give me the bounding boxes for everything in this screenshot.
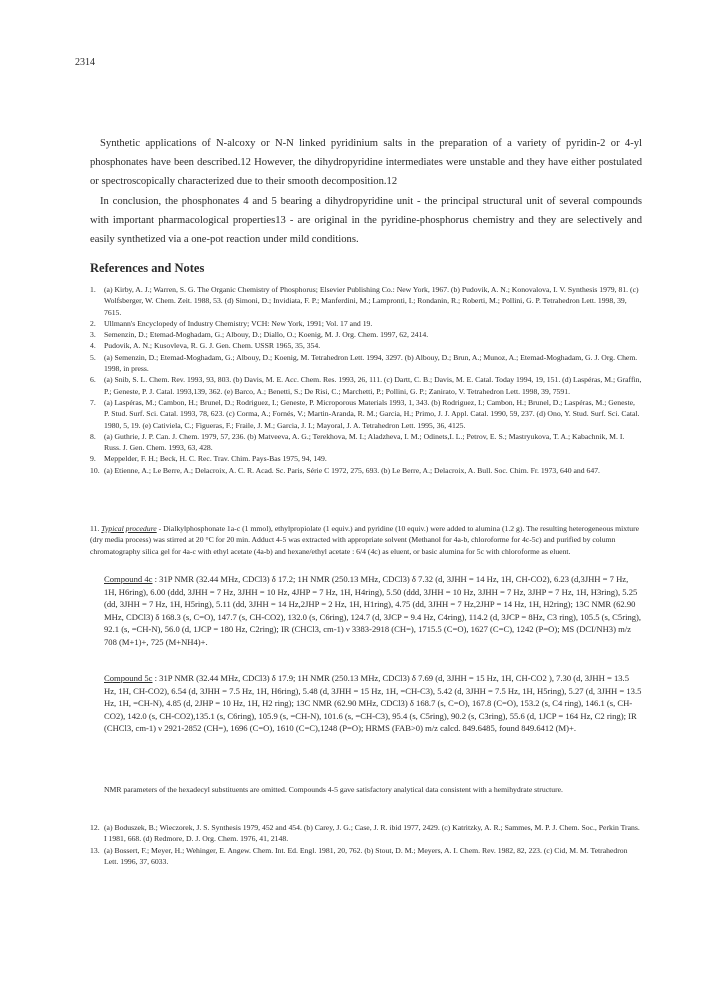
compound-4c-data	[104, 573, 642, 649]
reference-text: Meppelder, F. H.; Beck, H. C. Rec. Trav. Chim. Pays-Bas 1975, 94, 149.	[104, 454, 327, 464]
reference-text: (a) Kirby, A. J.; Warren, S. G. The Organic Chemistry of Phosphorus; Elsevier Publishing Co.: New York, 1967. (b) Pudovik, A. N.; Konovalova, I. V. Synthesis 1979, 81. (c) Wolfsberger, W. Chem. Zeit. 1988, 53. (d) Simoni, D.; Invidiata, F. P.; Manferdini, M.; Lampronti, I.; Rondanin, R.; Roberti, M.; Pollini, G. P. Tetrahedron Lett. 1998, 39, 7615.	[104, 285, 639, 317]
reference-text: Ullmann's Encyclopedy of Industry Chemistry; VCH: New York, 1991; Vol. 17 and 19.	[104, 318, 373, 328]
reference-text: Pudovik, A. N.; Kusovleva, R. G. J. Gen. Chem. USSR 1965, 35, 354.	[104, 341, 321, 351]
procedure-text: - Dialkylphosphonate 1a-c (1 mmol), ethylpropiolate (1 equiv.) and pyridine (10 equiv.) were added to alumina (1.2 g). The resulting heterogeneous mixture (dry media process) was stirred at 20 °C for 20 min. Adduct 4-5 was extracted with appropriate solvent (Methanol for 4a-b, chloroforme for 4c-5c) and purified by column chromatography silica gel for 4a-c with ethyl acetate (4a-b) and hexane/ethyl acetate : 6/4 (4c) as eluent, or basic alumina for 5c with chloroforme as eluent.	[90, 524, 640, 556]
reference-11-procedure	[90, 523, 642, 557]
procedure-label: Typical procedure	[101, 524, 157, 533]
reference-item	[90, 352, 642, 375]
reference-text: Semenzin, D.; Etemad-Moghadam, G.; Albouy, D.; Diallo, O.; Koenig, M. J. Org. Chem. 1997, 62, 2414.	[104, 330, 429, 340]
reference-number: 6.	[90, 375, 96, 385]
reference-text: (a) Semenzin, D.; Etemad-Moghadam, G.; Albouy, D.; Koenig, M. Tetrahedron Lett. 1994, 3297. (b) Albouy, D.; Brun, A.; Munoz, A.; Etemad-Moghadam, G. J. Org. Chem. 1998, in press.	[104, 352, 638, 374]
reference-number: 13.	[90, 845, 100, 855]
reference-text: (a) Snib, S. L. Chem. Rev. 1993, 93, 803. (b) Davis, M. E. Acc. Chem. Res. 1993, 26, 111. (c) Dartt, C. B.; Davis, M. E. Catal. Today 1994, 19, 151. (d) Laspéras, M.; Graffin, P.; Geneste, P. J. Catal. 1993,139, 362. (e) Barco, A.; Benetti, S.; De Risi, C.; Marchetti, P.; Pollini, G. P.; Zanirato, V. Tetrahedron Lett. 1998, 39, 7591.	[104, 375, 642, 396]
reference-text: (a) Boduszek, B.; Wieczorek, J. S. Synthesis 1979, 452 and 454. (b) Carey, J. G.; Case, J. R. ibid 1977, 2429. (c) Katritzky, A. R.; Sammes, M. P. J. Chem. Soc., Perkin Trans. I 1981, 668. (d) Redmore, D. J. Org. Chem. 1976, 41, 2148.	[104, 823, 640, 844]
compound-spectra: : 31P NMR (32.44 MHz, CDCl3) δ 17.2; 1H NMR (250.13 MHz, CDCl3) δ 7.32 (d, 3JHH = 14 Hz, 1H, CH-CO2), 6.23 (d,3JHH = 7 Hz, 1H, H6ring), 6.00 (ddd, 3JHH = 7 Hz, 3JHH = 10 Hz, 4JHP = 7 Hz, 1H, H4ring), 5.50 (ddd, 3JHH = 10 Hz, 3JHH = 7 Hz, 3JHP = 7 Hz, 1H, H3ring), 5.25 (dd, 3JHH = 7 Hz, 1H, H5ring), 5.11 (dd, 3JHH = 14 Hz,2JHP = 2 Hz, 1H, H1ring), 4.75 (dd, 3JHH = 7 Hz,2JHP = 14 Hz, 1H, H2ring); 13C NMR (62.90 MHz, CDCl3) δ 168.3 (s, C=O), 147.7 (s, CH-CO2), 132.0 (s, C6ring), 124.7 (d, 3JCP = 9.4 Hz, C4ring), 114.2 (d, 3JCP = 8Hz, C3 ring), 105.5 (s, C5ring), 92.1 (s, =CH-N), 56.0 (d, 1JCP = 180 Hz, C2ring); IR (CHCl3, cm-1) ν 3383-2918 (CH=), 1715.5 (C=O), 1627 (C=C), 1242 (P=O); MS (DCI/NH3) m/z 708 (M+1)+, 725 (M+NH4)+.	[104, 574, 642, 647]
reference-number: 12.	[90, 823, 100, 832]
reference-number: 4.	[90, 341, 96, 351]
reference-number: 9.	[90, 454, 96, 464]
body-paragraph: Synthetic applications of N-alcoxy or N-N linked pyridinium salts in the preparation of a variety of pyridin-2 or 4-yl phosphonates have been described.12 However, the dihydropyridine intermediates were unstable and they have either postulated or spectroscopically characterized due to their smooth decomposition.12	[90, 138, 642, 187]
reference-number: 8.	[90, 431, 96, 441]
reference-number: 3.	[90, 330, 96, 340]
compound-name: Compound 4c	[104, 574, 153, 584]
reference-text: (a) Guthrie, J. P. Can. J. Chem. 1979, 57, 236. (b) Matveeva, A. G.; Terekhova, M. I.; Aladzheva, I. M.; Odinets,I. L.; Petrov, E. S.; Mastryukova, T. A.; Kabachnik, M. I. Russ. J. Gen. Chem. 1993, 63, 428.	[104, 431, 625, 453]
reference-item	[90, 431, 642, 454]
reference-item	[90, 284, 642, 318]
references-list-continued	[90, 822, 642, 867]
reference-text: (a) Etienne, A.; Le Berre, A.; Delacroix, A. C. R. Acad. Sc. Paris, Série C 1972, 275, 693. (b) Le Berre, A.; Delacroix, A. Bull. Soc. Chim. Fr. 1973, 640 and 647.	[104, 465, 600, 475]
compound-name: Compound 5c	[104, 673, 153, 683]
references-heading: References and Notes	[90, 261, 205, 275]
reference-number: 7.	[90, 397, 96, 407]
reference-number: 1.	[90, 285, 96, 294]
reference-item	[90, 397, 642, 431]
compound-spectra: : 31P NMR (32.44 MHz, CDCl3) δ 17.9; 1H NMR (250.13 MHz, CDCl3) δ 7.69 (d, 3JHH = 15 Hz, 1H, CH-CO2 ), 7.30 (d, 3JHH = 13.5 Hz, 1H, CH-CO2), 6.54 (d, 3JHH = 7.5 Hz, 1H, H6ring), 5.48 (d, 3JHH = 15 Hz, 1H, =CH-C3), 5.42 (d, 3JHH = 7.5 Hz, 1H, H5ring), 5.27 (d, 3JHH = 13.5 Hz, 1H, =CH-N), 4.85 (d, 2JHP = 10 Hz, 1H, H2 ring); 13C NMR (62.90 MHz, CDCl3) δ 168.7 (s, C=O), 167.8 (C=O), 153.2 (s, C4 ring), 146.1 (s, CH-CO2), 142.0 (s, CH-CO2),135.1 (s, C6ring), 105.9 (s, =CH-N), 101.6 (s, =CH-C3), 95.4 (s, C5ring), 90.2 (s, C3ring), 55.6 (d, 1JCP = 164 Hz, C2 ring); IR (CHCl3, cm-1) ν 2921-2852 (CH=), 1696 (C=O), 1610 (C=C),1248 (P=O); HRMS (FAB>0) m/z calcd. 849.6485, found 849.6412 (M)+.	[104, 673, 642, 734]
reference-text: (a) Bossert, F.; Meyer, H.; Wehinger, E. Angew. Chem. Int. Ed. Engl. 1981, 20, 762. (b) Stout, D. M.; Meyers, A. I. Chem. Rev. 1982, 82, 223. (c) Cid, M. M. Tetrahedron Lett. 1996, 37, 6033.	[104, 845, 628, 866]
references-list	[90, 284, 642, 476]
reference-number: 2.	[90, 318, 96, 328]
reference-item	[90, 845, 642, 868]
reference-item	[90, 465, 642, 476]
reference-item	[90, 453, 642, 464]
body-paragraph: In conclusion, the phosphonates 4 and 5 bearing a dihydropyridine unit - the principal structural unit of several compounds with important pharmacological properties13 - are original in the pyridine-phosphorus chemistry and they are selectively and easily synthetized via a one-pot reaction under mild conditions.	[90, 196, 642, 245]
reference-number: 11.	[90, 524, 100, 533]
page-number: 2314	[75, 57, 95, 68]
reference-item	[90, 340, 642, 351]
reference-text: (a) Laspéras, M.; Cambon, H.; Brunel, D.; Rodriguez, I.; Geneste, P. Microporous Materials 1993, 1, 343. (b) Rodriguez, I.; Cambon, H.; Brunel, D.; Laspéras, M.; Geneste, P. Stud. Surf. Sci. Catal. 1993, 78, 623. (c) Corma, A.; Fornés, V.; Martin-Aranda, R. M.; Garcia, H.; Primo, J. J. Appl. Catal. 1990, 59, 237. (d) Ono, Y. Stud. Surf. Sci. Catal. 1980, 5, 19. (e) Cativiela, C.; Figueras, F.; Fraile, J. M.; Garcia, J. I.; Mayoral, J. A. Tetrahedron Lett. 1995, 36, 4125.	[104, 397, 640, 430]
reference-number: 5.	[90, 352, 96, 362]
reference-number: 10.	[90, 465, 100, 475]
compound-5c-data	[104, 672, 642, 735]
reference-item	[90, 822, 642, 845]
reference-item	[90, 374, 642, 397]
nmr-note: NMR parameters of the hexadecyl substituents are omitted. Compounds 4-5 gave satisfactory analytical data consistent with a hemihydrate structure.	[104, 785, 563, 794]
reference-item	[90, 318, 642, 329]
reference-item	[90, 329, 642, 340]
